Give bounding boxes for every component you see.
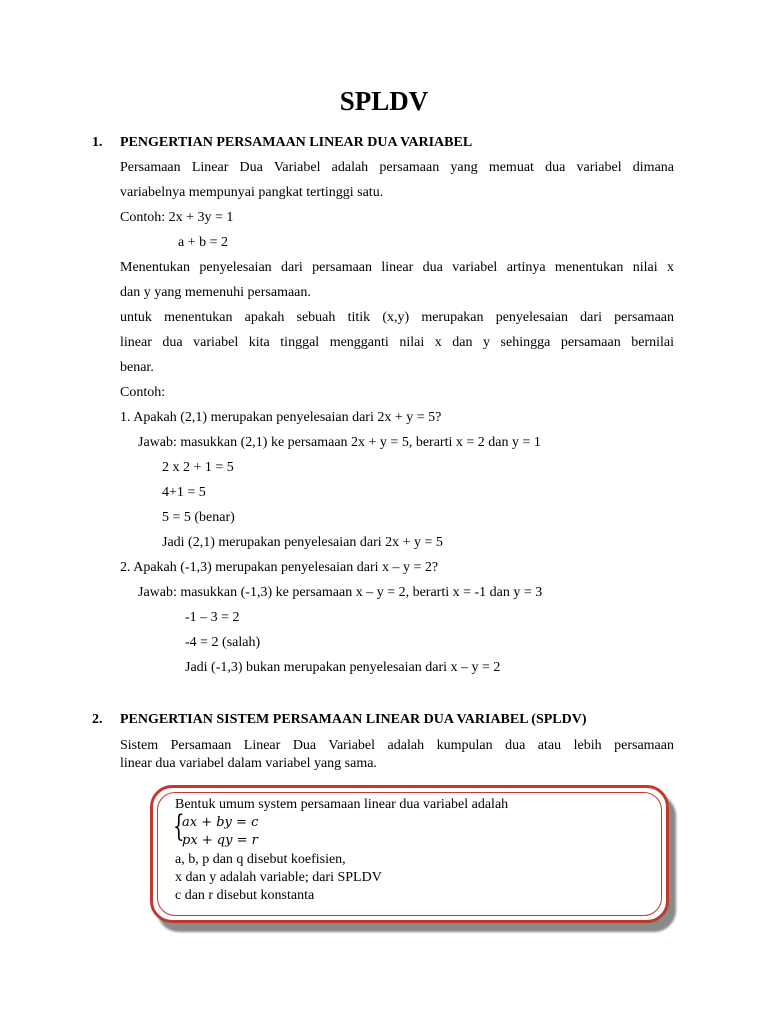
section-1-number: 1. <box>92 135 103 150</box>
page-title: SPLDV <box>339 86 429 116</box>
example-1-step1: 2 x 2 + 1 = 5 <box>162 460 234 475</box>
contoh-equation-2: a + b = 2 <box>178 235 229 250</box>
section-2-definition-line2: linear dua variabel dalam variabel yang sama. <box>120 756 377 771</box>
box-intro-line: Bentuk umum system persamaan linear dua variabel adalah <box>175 797 509 812</box>
contoh-heading: Contoh: <box>120 385 166 400</box>
example-2-conclusion: Jadi (-1,3) bukan merupakan penyelesaian dari x – y = 2 <box>185 660 501 675</box>
example-1-step2: 4+1 = 5 <box>162 485 206 500</box>
system-equation-1: ax + by = c <box>182 815 259 830</box>
section-2-number: 2. <box>92 712 103 727</box>
box-variables-line: x dan y adalah variable; dari SPLDV <box>175 870 382 885</box>
paragraph-3-line2: linear dua variabel kita tinggal mengganti nilai x dan y sehingga persamaan bernilai <box>120 335 674 350</box>
section-1-heading: PENGERTIAN PERSAMAAN LINEAR DUA VARIABEL <box>120 135 473 150</box>
contoh-label: Contoh: 2x + 3y = 1 <box>120 210 234 225</box>
example-1-step3: 5 = 5 (benar) <box>162 510 235 525</box>
paragraph-2-line1: Menentukan penyelesaian dari persamaan linear dua variabel artinya menentukan nilai x <box>120 260 674 275</box>
section-2-heading: PENGERTIAN SISTEM PERSAMAAN LINEAR DUA VARIABEL (SPLDV) <box>120 712 587 727</box>
section-1-definition-line1: Persamaan Linear Dua Variabel adalah persamaan yang memuat dua variabel dimana <box>120 160 674 175</box>
example-2-question: 2. Apakah (-1,3) merupakan penyelesaian dari x – y = 2? <box>120 560 439 575</box>
paragraph-2-line2: dan y yang memenuhi persamaan. <box>120 285 311 300</box>
example-1-jawab: Jawab: masukkan (2,1) ke persamaan 2x + y = 5, berarti x = 2 dan y = 1 <box>138 435 541 450</box>
section-2-definition-line1: Sistem Persamaan Linear Dua Variabel adalah kumpulan dua atau lebih persamaan <box>120 738 674 753</box>
example-1-conclusion: Jadi (2,1) merupakan penyelesaian dari 2x + y = 5 <box>162 535 443 550</box>
box-coefficients-line: a, b, p dan q disebut koefisien, <box>175 852 346 867</box>
example-2-step1: -1 – 3 = 2 <box>185 610 240 625</box>
paragraph-3-line3: benar. <box>120 360 154 375</box>
section-1-definition-line2: variabelnya mempunyai pangkat tertinggi satu. <box>120 185 384 200</box>
paragraph-3-line1: untuk menentukan apakah sebuah titik (x,y) merupakan penyelesaian dari persamaan <box>120 310 674 325</box>
example-1-question: 1. Apakah (2,1) merupakan penyelesaian dari 2x + y = 5? <box>120 410 442 425</box>
system-equation-2: px + qy = r <box>182 833 258 848</box>
system-brace: { <box>173 809 185 844</box>
box-constants-line: c dan r disebut konstanta <box>175 888 315 903</box>
example-2-jawab: Jawab: masukkan (-1,3) ke persamaan x – y = 2, berarti x = -1 dan y = 3 <box>138 585 543 600</box>
example-2-step2: -4 = 2 (salah) <box>185 635 261 650</box>
